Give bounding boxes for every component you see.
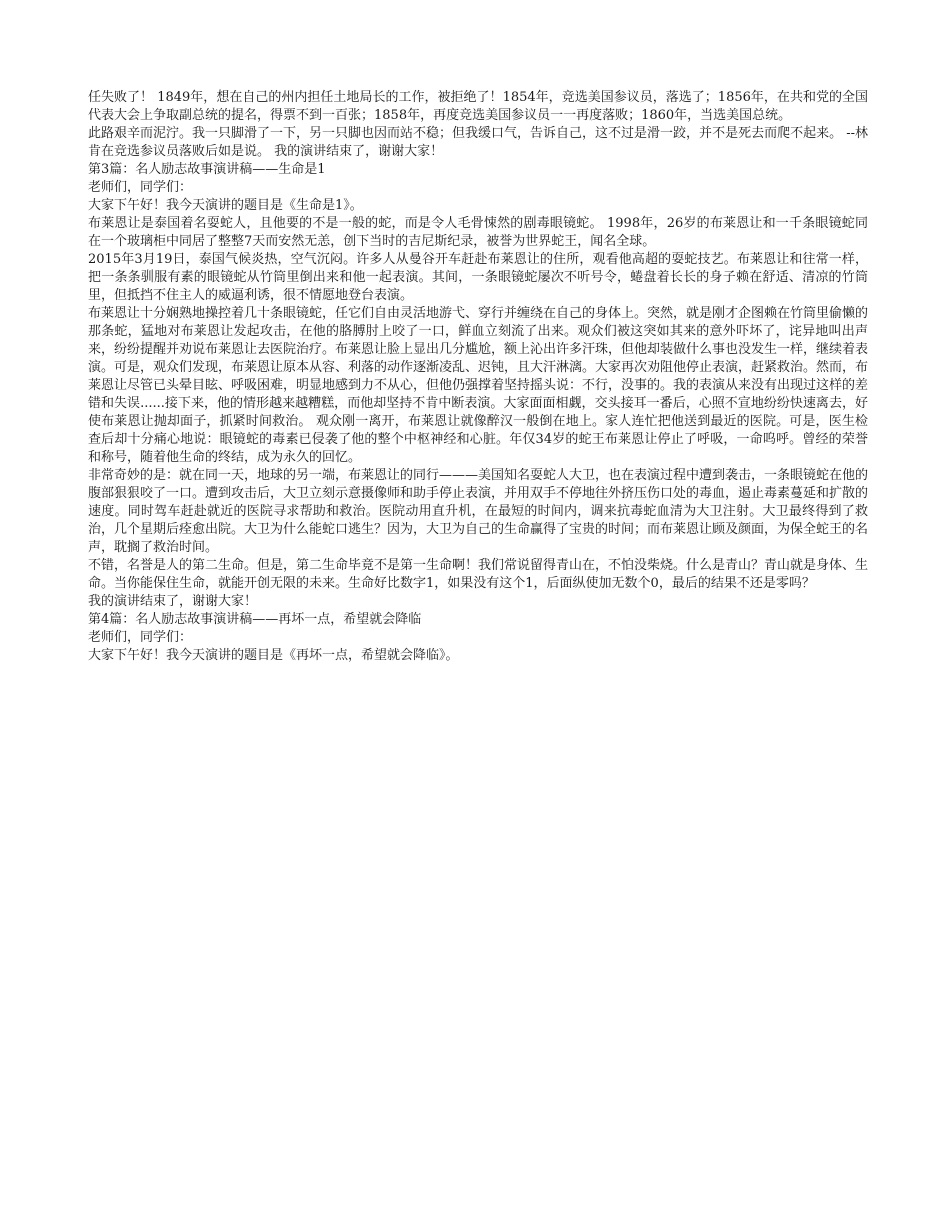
paragraph-david: 非常奇妙的是：就在同一天，地球的另一端，布莱恩让的同行———美国知名耍蛇人大卫，也在表演过程中遭到袭击，一条眼镜蛇在他的腹部狠狠咬了一口。遭到攻击后，大卫立刻示意摄像师和助手停止表演，并用双手不停地往外挤压伤口处的毒血，遏止毒素蔓延和扩散的速度。同时驾车赶赴就近的医院寻求帮助和救治。医院动用直升机，在最短的时间内，调来抗毒蛇血清为大卫注射。大卫最终得到了救治，几个星期后痊愈出院。大卫为什么能蛇口逃生？因为，大卫为自己的生命赢得了宝贵的时间；而布莱恩让顾及颜面，为保全蛇王的名声，耽搁了救治时间。 [88, 468, 869, 555]
paragraph-lincoln-record: 任失败了！ 1849年，想在自己的州内担任土地局长的工作，被拒绝了！1854年，竞选美国参议员，落选了；1856年，在共和党的全国代表大会上争取副总统的提名，得票不到一百张；1858年，再度竞选美国参议员一一再度落败；1860年，当选美国总统。 [88, 90, 868, 123]
paragraph-snake-king-intro: 布莱恩让是泰国着名耍蛇人，且他要的不是一般的蛇，而是令人毛骨悚然的剧毒眼镜蛇。 1998年，26岁的布莱恩让和一千条眼镜蛇同在一个玻璃柜中同居了整整7天而安然无恙，创下当时的吉尼斯纪录，被誉为世界蛇王，闻名全球。 [88, 216, 868, 249]
paragraph-reflection: 不错，名誉是人的第二生命。但是，第二生命毕竟不是第一生命啊！我们常说留得青山在，不怕没柴烧。什么是青山？青山就是身体、生命。当你能保住生命，就能开创无限的未来。生命好比数字1，如果没有这个1，后面纵使加无数个0，最后的结果不还是零吗？ [88, 558, 869, 591]
greeting-3: 老师们，同学们： [88, 180, 193, 195]
document-body [88, 89, 868, 665]
paragraph-lincoln-quote: 此路艰辛而泥泞。我一只脚滑了一下，另一只脚也因而站不稳；但我缓口气，告诉自己，这不过是滑一跤，并不是死去而爬不起来。 --林肯在竞选参议员落败后如是说。 我的演讲结束了，谢谢大家！ [88, 126, 868, 159]
paragraph-2015-show: 2015年3月19日，泰国气候炎热，空气沉闷。许多人从曼谷开车赶赴布莱恩让的住所，观看他高超的耍蛇技艺。布莱恩让和往常一样，把一条条驯服有素的眼镜蛇从竹筒里倒出来和他一起表演。其间，一条眼镜蛇屡次不听号令，蜷盘着长长的身子赖在舒适、清凉的竹筒里，但抵挡不住主人的威逼利诱，很不情愿地登台表演。 [88, 252, 868, 303]
section-heading-3: 第3篇：名人励志故事演讲稿——生命是1 [88, 162, 326, 177]
greeting-4: 老师们，同学们： [88, 630, 193, 645]
speech-title-4: 大家下午好！我今天演讲的题目是《再坏一点，希望就会降临》。 [88, 648, 459, 663]
section-heading-4: 第4篇：名人励志故事演讲稿——再坏一点，希望就会降临 [88, 612, 422, 627]
closing-3: 我的演讲结束了，谢谢大家！ [88, 594, 258, 609]
speech-title-3: 大家下午好！我今天演讲的题目是《生命是1》。 [88, 198, 363, 213]
paragraph-snake-attack: 布莱恩让十分娴熟地操控着几十条眼镜蛇，任它们自由灵活地游弋、穿行并缠绕在自己的身体上。突然，就是刚才企图赖在竹筒里偷懒的那条蛇，猛地对布莱恩让发起攻击，在他的胳膊肘上咬了一口，鲜血立刻流了出来。观众们被这突如其来的意外吓坏了，诧异地叫出声来，纷纷提醒并劝说布莱恩让去医院治疗。布莱恩让脸上显出几分尴尬，额上沁出许多汗珠，但他却装做什么事也没发生一样，继续着表演。可是，观众们发现，布莱恩让原本从容、利落的动作逐渐凌乱、迟钝，且大汗淋漓。大家再次劝阻他停止表演，赶紧救治。然而，布莱恩让尽管已头晕目眩、呼吸困难，明显地感到力不从心，但他仍强撑着坚持摇头说：不行，没事的。我的表演从来没有出现过这样的差错和失误......接下来，他的情形越来越糟糕，而他却坚持不肯中断表演。大家面面相觑，交头接耳一番后，心照不宣地纷纷快速离去，好使布莱恩让抛却面子，抓紧时间救治。 观众刚一离开，布莱恩让就像醉汉一般倒在地上。家人连忙把他送到最近的医院。可是，医生检查后却十分痛心地说：眼镜蛇的毒素已侵袭了他的整个中枢神经和心脏。年仅34岁的蛇王布莱恩让停止了呼吸，一命呜呼。曾经的荣誉和称号，随着他生命的终结，成为永久的回忆。 [88, 306, 869, 465]
